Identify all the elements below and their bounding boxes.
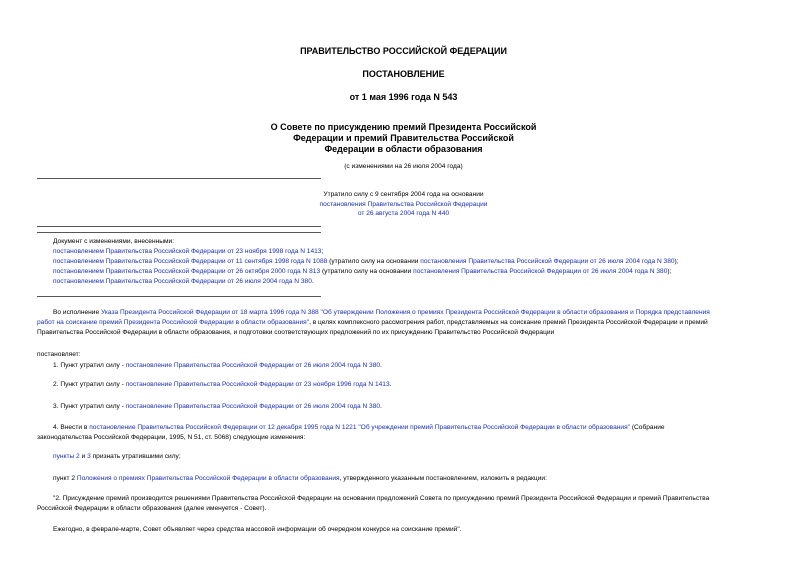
amendment-1: постановлением Правительства Российской Федерации от 23 ноября 1998 года N 1413;: [53, 247, 324, 255]
divider-4: [37, 296, 321, 297]
amendment-4-link[interactable]: постановлением Правительства Российской Федерации от 26 июля 2004 года N 380: [53, 277, 312, 285]
subitem-1: пункты 2 и 3 признать утратившими силу;: [53, 453, 181, 460]
title-line-3: Федерации в области образования: [324, 143, 483, 154]
item-4-title-link[interactable]: "Об учреждении премий Правительства Российской Федерации в области образования": [358, 424, 631, 431]
amendment-2-link[interactable]: постановлением Правительства Российской Федерации от 11 сентября 1998 года N 1088: [53, 257, 328, 265]
amendment-1-link[interactable]: постановлением Правительства Российской Федерации от 23 ноября 1998 года N 1413: [53, 247, 322, 255]
subitem-2: пункт 2 Положения о премиях Правительства Российской Федерации в области образования, утвержденного указанным постановлением, изложить в редакции:: [53, 475, 547, 482]
presidential-decree-link[interactable]: Указа Президента Российской Федерации от 18 марта 1996 года N 388: [100, 309, 319, 316]
item-3: 3. Пункт утратил силу - постановление Правительства Российской Федерации от 26 июля 2004 года N 380.: [53, 403, 382, 410]
document-date: от 1 мая 1996 года N 543: [349, 92, 458, 102]
amendment-2-repeal-link[interactable]: постановления Правительства Российской Федерации от 26 июля 2004 года N 380: [420, 257, 675, 265]
divider-3: [37, 232, 321, 233]
changes-note: (с изменениями на 26 июля 2004 года): [344, 163, 463, 170]
title-line-2: Федерации и премий Правительства Российской: [293, 132, 514, 143]
quoted-paragraph-1: "2. Присуждение премий производится решениями Правительства Российской Федерации на основании предложений Совета по присуждению премий Президента Российской Федерации и премий Правительства Российской Федерации в области образования (далее именуется - Совет).: [37, 495, 710, 513]
amendment-3: постановлением Правительства Российской Федерации от 26 октября 2000 года N 813 (утратило силу на основании постановления Правительства Российской Федерации от 26 июля 2004 года N 380);: [53, 267, 672, 275]
item-3-link[interactable]: постановление Правительства Российской Федерации от 26 июля 2004 года N 380: [125, 403, 381, 410]
regulation-link[interactable]: Положения о премиях Правительства Российской Федерации в области образования: [76, 475, 340, 482]
item-2: 2. Пункт утратил силу - постановление Правительства Российской Федерации от 23 ноября 1996 года N 1413.: [53, 381, 392, 388]
item-4-decree-link[interactable]: постановление Правительства Российской Федерации от 12 декабря 1995 года N 1221: [89, 424, 357, 431]
presidential-decree-title-link[interactable]: "Об утверждении Положения о премиях Президента Российской Федерации в области образования и Порядка представления: [320, 309, 710, 316]
divider-2: [37, 226, 321, 227]
repeal-notice: [0, 190, 807, 219]
amendment-3-link[interactable]: постановлением Правительства Российской Федерации от 26 октября 2000 года N 813: [53, 267, 321, 275]
quoted-paragraph-2: Ежегодно, в феврале-марте, Совет объявляет через средства массовой информации об очередном конкурсе на соискание премий".: [53, 526, 462, 533]
repeal-link-decree[interactable]: постановления Правительства Российской Федерации: [319, 200, 488, 208]
point-3-link[interactable]: 3: [87, 453, 91, 460]
document-title: [0, 122, 807, 155]
item-4: 4. Внести в постановление Правительства Российской Федерации от 12 декабря 1995 года N 1221 "Об учреждении премий Правительства Российской Федерации в области образования" (Собрание законодательства Российской Федерации, 1995, N 51, ст. 5068) следующие изменения:: [37, 424, 665, 442]
amendments-intro: Документ с изменениями, внесенными:: [53, 238, 175, 245]
points-2-link[interactable]: пункты 2: [53, 453, 80, 460]
item-1: 1. Пункт утратил силу - постановление Правительства Российской Федерации от 26 июля 2004 года N 380.: [53, 362, 382, 369]
amendment-2: постановлением Правительства Российской Федерации от 11 сентября 1998 года N 1088 (утратило силу на основании постановления Правительства Российской Федерации от 26 июля 2004 года N 380);: [53, 257, 679, 265]
repeal-link-date[interactable]: от 26 августа 2004 года N 440: [357, 210, 450, 218]
amendment-3-repeal-link[interactable]: постановления Правительства Российской Федерации от 26 июля 2004 года N 380: [413, 267, 668, 275]
item-1-link[interactable]: постановление Правительства Российской Федерации от 26 июля 2004 года N 380: [125, 362, 381, 369]
amendment-4: постановлением Правительства Российской Федерации от 26 июля 2004 года N 380.: [53, 277, 314, 285]
document-type: ПОСТАНОВЛЕНИЕ: [362, 69, 445, 79]
item-2-link[interactable]: постановление Правительства Российской Федерации от 23 ноября 1996 года N 1413: [125, 381, 390, 388]
presidential-decree-title-link-cont[interactable]: работ на соискание премий Президента Российской Федерации в области образования": [37, 319, 310, 327]
title-line-1: О Совете по присуждению премий Президента Российской: [270, 122, 537, 132]
preamble-paragraph: Во исполнение Указа Президента Российской Федерации от 18 марта 1996 года N 388 "Об утверждении Положения о премиях Президента Российской Федерации в области образования и Порядка представления работ на соискание премий Президента Российской Федерации в области образования", в целях комплексного рассмотрения работ, представляемых на соискание премий Президента Российской Федерации и премий Правительства Российской Федерации в области образования, и подготовки соответствующих предложений по их присуждению Правительство Российской Федерации: [37, 309, 710, 337]
amendments-list: [53, 237, 679, 286]
divider-1: [37, 178, 321, 179]
repeal-line-1: Утратило силу с 9 сентября 2004 года на основании: [323, 191, 484, 198]
government-name: ПРАВИТЕЛЬСТВО РОССИЙСКОЙ ФЕДЕРАЦИИ: [300, 46, 507, 56]
decree-word: постановляет:: [37, 351, 81, 358]
